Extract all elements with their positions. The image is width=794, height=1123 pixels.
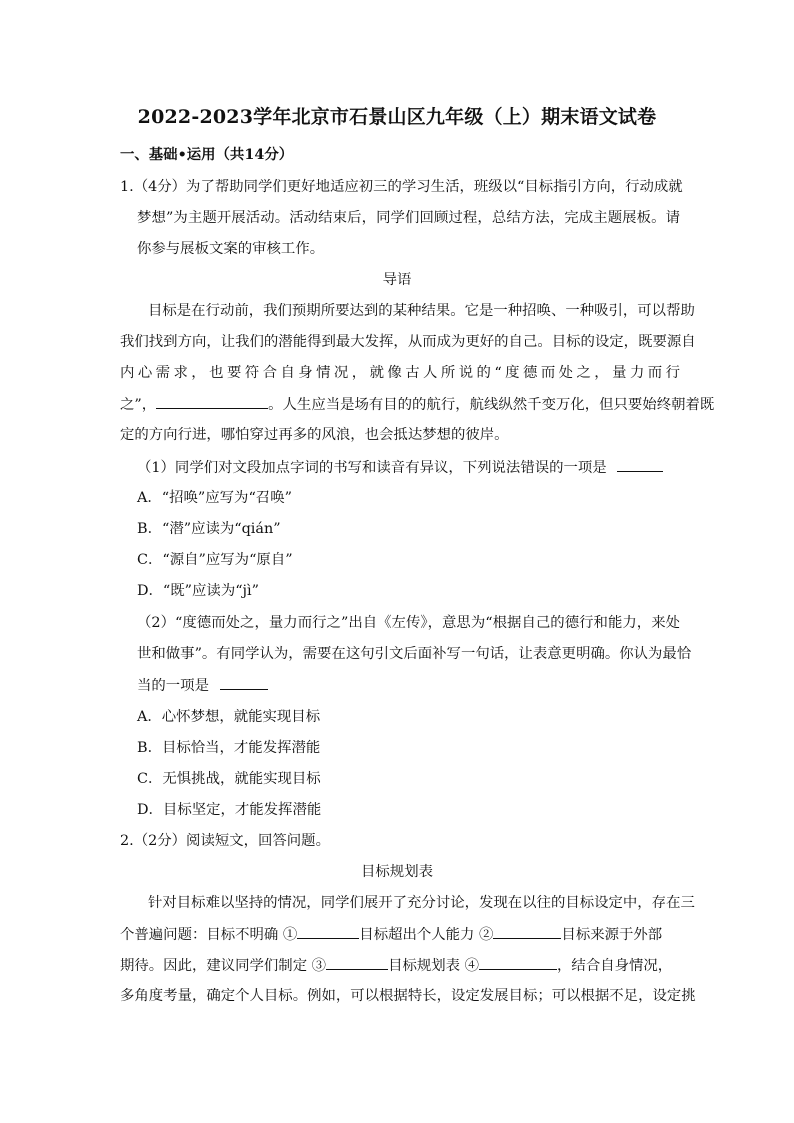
passage-text: 目标来源于外部 [561, 927, 663, 943]
table-heading: 目标规划表 [361, 864, 433, 880]
sub-question-2-stem: 当的一项是 [137, 678, 209, 694]
passage-text: 。人生应当是场有目的的航行，航线纵然千变万化，但只要始终朝着既 [268, 397, 715, 413]
answer-blank[interactable] [220, 675, 268, 690]
option-b: B．目标恰当，才能发挥潜能 [137, 740, 321, 756]
marker-2: ② [479, 927, 494, 943]
passage-text: 个普遍问题：目标不明确 [120, 927, 279, 943]
passage-text: 目标超出个人能力 [359, 927, 475, 943]
sub-question-2-line-1: （2）“度德而处之，量力而行之”出自《左传》，意思为“根据自己的德行和能力，来处 [137, 615, 680, 631]
q2-passage-line-1: 针对目标难以坚持的情况，同学们展开了充分讨论，发现在以往的目标设定中，存在三 [148, 895, 695, 911]
answer-blank-4[interactable] [479, 955, 557, 970]
answer-blank-3[interactable] [326, 955, 388, 970]
answer-blank[interactable] [617, 457, 663, 472]
exam-title: 2022-2023学年北京市石景山区九年级（上）期末语文试卷 [137, 106, 657, 128]
passage-text: 期待。因此，建议同学们制定 [120, 958, 308, 974]
passage-line-3: 内心需求，也要符合自身情况，就像古人所说的“度德而处之，量力而行 [120, 365, 680, 381]
answer-blank[interactable] [156, 394, 268, 409]
option-a: A．心怀梦想，就能实现目标 [137, 709, 321, 725]
option-b: B．“潜”应读为“qián” [137, 521, 281, 537]
q2-stem: 2.（2分）阅读短文，回答问题。 [120, 833, 330, 849]
sub-question-1 [137, 457, 697, 478]
option-c: C．“源自”应写为“原自” [137, 552, 293, 568]
option-d: D．“既”应读为“jì” [137, 583, 259, 599]
passage-text: 目标规划表 [388, 958, 461, 974]
q2-passage-line-3 [120, 955, 680, 976]
sub-question-1-stem: （1）同学们对文段加点字词的书写和读音有异议，下列说法错误的一项是 [137, 460, 607, 476]
q2-passage-line-4: 多角度考量，确定个人目标。例如，可以根据特长，设定发展目标；可以根据不足，设定挑 [120, 988, 696, 1004]
q1-stem-line-1: 1.（4分）为了帮助同学们更好地适应初三的学习生活，班级以“目标指引方向，行动成就 [120, 179, 683, 195]
answer-blank-2[interactable] [493, 924, 561, 939]
sub-question-2-line-3 [137, 675, 697, 696]
passage-heading: 导语 [382, 272, 412, 288]
sub-question-2-line-2: 世和做事”。有同学认为，需要在这句引文后面补写一句话，让表意更明确。你认为最恰 [137, 646, 692, 662]
passage-text: ，结合自身情况， [557, 958, 673, 974]
marker-4: ④ [464, 958, 480, 974]
passage-line-1: 目标是在行动前，我们预期所要达到的某种结果。它是一种招唤、一种吸引，可以帮助 [148, 303, 695, 319]
passage-line-4 [120, 394, 715, 415]
passage-line-2: 我们找到方向，让我们的潜能得到最大发挥，从而成为更好的自己。目标的设定，既要源自 [120, 334, 696, 350]
marker-1: ① [282, 927, 298, 943]
q1-stem-line-2: 梦想”为主题开展活动。活动结束后，同学们回顾过程，总结方法，完成主题展板。请 [137, 210, 680, 226]
section-heading: 一、基础•运用（共14分） [120, 146, 294, 163]
q2-passage-line-2 [120, 924, 680, 945]
passage-line-5: 定的方向行进，哪怕穿过再多的风浪，也会抵达梦想的彼岸。 [120, 427, 509, 443]
option-d: D．目标坚定，才能发挥潜能 [137, 802, 322, 818]
marker-3: ③ [311, 958, 327, 974]
option-a: A．“招唤”应写为“召唤” [137, 490, 292, 506]
answer-blank-1[interactable] [297, 924, 359, 939]
q1-stem-line-3: 你参与展板文案的审核工作。 [137, 241, 325, 257]
passage-text: 之”， [120, 397, 157, 413]
option-c: C．无惧挑战，就能实现目标 [137, 771, 321, 787]
